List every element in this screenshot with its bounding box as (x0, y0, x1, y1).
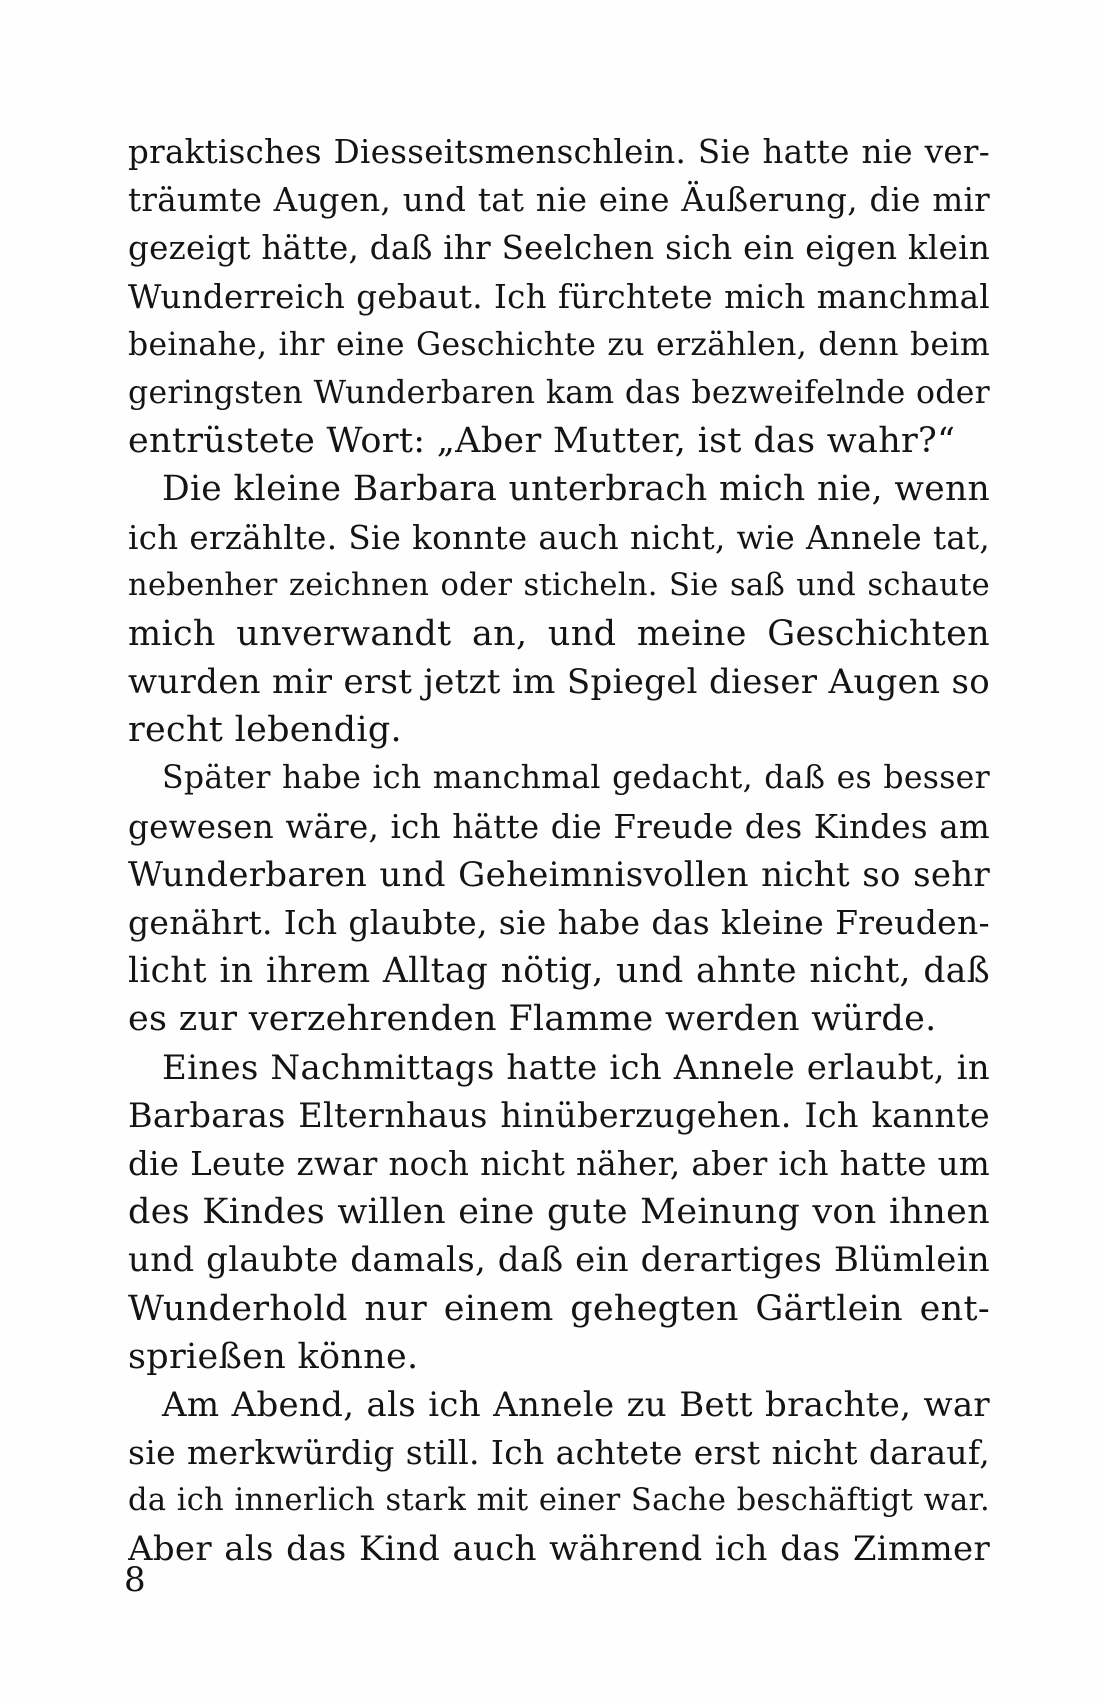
text-line: wurden mir erst jetzt im Spiegel dieser Augen so (128, 662, 990, 703)
text-line: sie merkwürdig still. Ich achtete erst nicht darauf, (128, 1433, 990, 1473)
text-line: Aber als das Kind auch während ich das Zimmer (128, 1529, 990, 1570)
text-line: recht lebendig. (128, 710, 402, 751)
text-line: mich unverwandt an, und meine Geschichten (128, 613, 990, 654)
text-line: genährt. Ich glaubte, sie habe das kleine Freuden- (128, 903, 990, 942)
text-line: gezeigt hätte, daß ihr Seelchen sich ein eigen klein (128, 229, 990, 268)
text-line: des Kindes willen eine gute Meinung von ihnen (128, 1192, 990, 1233)
text-line: träumte Augen, und tat nie eine Äußerung, die mir (128, 181, 990, 220)
text-line: Später habe ich manchmal gedacht, daß es besser (162, 760, 990, 797)
text-line: entrüstete Wort: „Aber Mutter, ist das wahr?“ (128, 421, 956, 462)
text-line: praktisches Diesseitsmenschlein. Sie hatte nie ver- (128, 133, 990, 171)
text-line: es zur verzehrenden Flamme werden würde. (128, 999, 937, 1040)
text-line: Wunderhold nur einem gehegten Gärtlein ent- (128, 1288, 990, 1329)
text-line: Barbaras Elternhaus hinüberzugehen. Ich kannte (128, 1095, 990, 1135)
text-line: und glaubte damals, daß ein derartiges Blümlein (128, 1240, 990, 1281)
body-text (128, 128, 990, 1574)
text-line: da ich innerlich stark mit einer Sache beschäftigt war. (128, 1483, 990, 1519)
text-line: Wunderbaren und Geheimnisvollen nicht so sehr (128, 854, 990, 895)
page-number: 8 (124, 1560, 146, 1600)
text-line: gewesen wäre, ich hätte die Freude des Kindes am (128, 807, 990, 846)
text-line: licht in ihrem Alltag nötig, und ahnte nicht, daß (128, 951, 990, 992)
text-line: Die kleine Barbara unterbrach mich nie, wenn (162, 469, 990, 510)
text-line: beinahe, ihr eine Geschichte zu erzählen, denn beim (128, 326, 990, 363)
text-line: Wunderreich gebaut. Ich fürchtete mich manchmal (128, 277, 990, 316)
text-line: nebenher zeichnen oder sticheln. Sie saß und schaute (128, 567, 990, 603)
text-line: Am Abend, als ich Annele zu Bett brachte, war (162, 1384, 990, 1425)
text-line: sprießen könne. (128, 1336, 419, 1377)
text-line: die Leute zwar noch nicht näher, aber ich hatte um (128, 1144, 990, 1183)
text-line: ich erzählte. Sie konnte auch nicht, wie Annele tat, (128, 518, 990, 557)
text-line: geringsten Wunderbaren kam das bezweifelnde oder (128, 374, 990, 411)
text-line: Eines Nachmittags hatte ich Annele erlaubt, in (162, 1047, 990, 1088)
